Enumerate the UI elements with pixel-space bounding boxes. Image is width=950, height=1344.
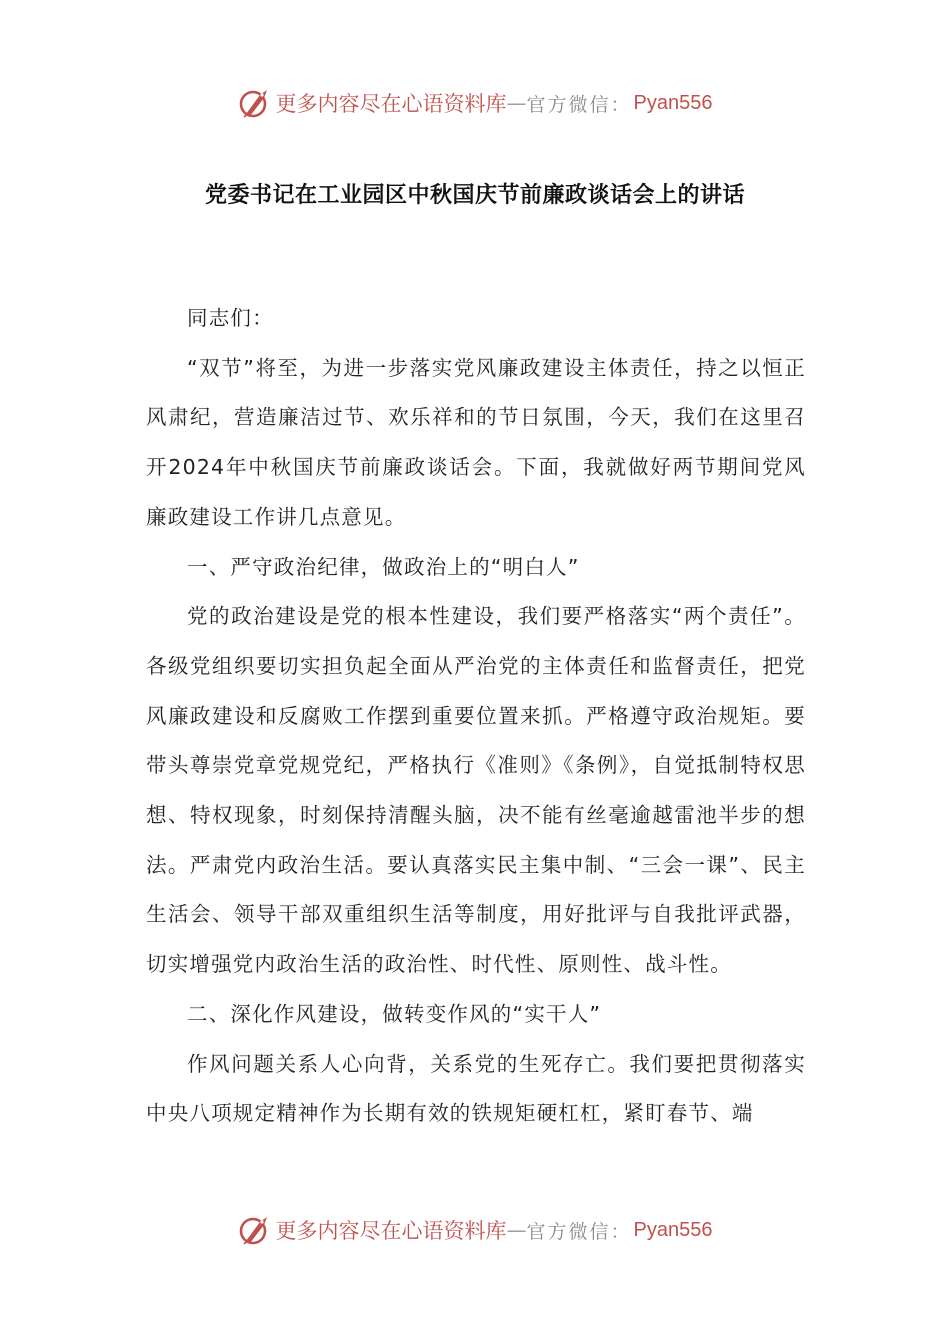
banner-official-label: 官方微信： [526, 1220, 632, 1243]
pen-nib-logo-icon [238, 86, 272, 120]
banner-wechat-id: Pyan556 [633, 1218, 713, 1241]
body-paragraph: 党的政治建设是党的根本性建设，我们要严格落实“两个责任”。各级党组织要切实担负起全面从严治党的主体责任和监督责任，把党风廉政建设和反腐败工作摆到重要位置来抓。严格遵守政治规矩。要带头尊崇党章党规党纪，严格执行《准则》《条例》，自觉抵制特权思想、特权现象，时刻保持清醒头脑，决不能有丝毫逾越雷池半步的想法。严肃党内政治生活。要认真落实民主集中制、“三会一课”、民主生活会、领导干部双重组织生活等制度，用好批评与自我批评武器，切实增强党内政治生活的政治性、时代性、原则性、战斗性。 [146, 604, 806, 977]
banner-official-label: 官方微信： [526, 93, 632, 116]
pen-nib-logo-icon [238, 1213, 272, 1247]
footer-watermark-banner [0, 1210, 950, 1250]
body-paragraph: 作风问题关系人心向背，关系党的生死存亡。我们要把贯彻落实中央八项规定精神作为长期有效的铁规矩硬杠杠，紧盯春节、端 [146, 1051, 806, 1126]
section-heading: 二、深化作风建设，做转变作风的“实干人” [187, 1001, 602, 1026]
salutation: 同志们： [187, 306, 274, 330]
header-watermark-banner [0, 83, 950, 123]
banner-wechat-id: Pyan556 [633, 91, 713, 114]
banner-brand-text: 更多内容尽在心语资料库 [275, 1219, 507, 1243]
body-paragraph: “双节”将至，为进一步落实党风廉政建设主体责任，持之以恒正风肃纪，营造廉洁过节、欢乐祥和的节日氛围，今天，我们在这里召开2024年中秋国庆节前廉政谈话会。下面，我就做好两节期间党风廉政建设工作讲几点意见。 [146, 355, 806, 529]
document-title: 党委书记在工业园区中秋国庆节前廉政谈话会上的讲话 [204, 183, 745, 208]
banner-dash: — [506, 91, 527, 115]
document-body [146, 294, 806, 1139]
section-heading: 一、严守政治纪律，做政治上的“明白人” [187, 554, 580, 579]
banner-dash: — [506, 1218, 527, 1242]
banner-brand-text: 更多内容尽在心语资料库 [275, 92, 507, 116]
